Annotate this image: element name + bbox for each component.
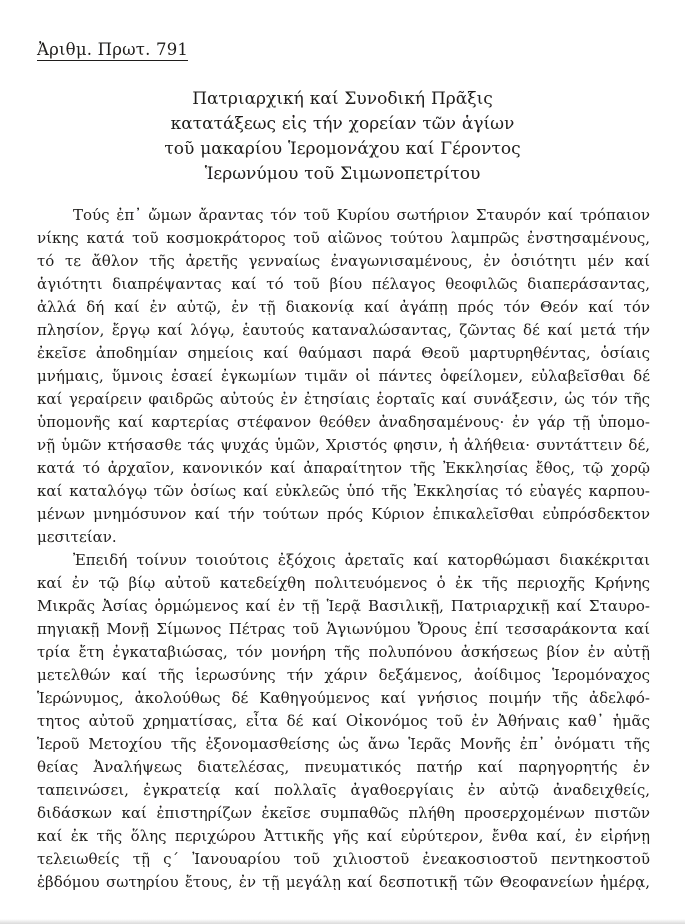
text-line: καί ἐκ τῆς ὅλης περιχώρου Ἀττικῆς γῆς καί εὐρύτερον, ἔνθα καί, ἐν εἰρήνῃ [37,827,650,845]
body-paragraph-2 [37,549,650,894]
text-line: ἁγιότητι διαπρέψαντας καί τό τοῦ βίου πέλαγος θεοφιλῶς διαπεράσαντας, [37,275,650,293]
text-line: ταπεινώσει, ἐγκρατείᾳ καί πολλαῖς ἀγαθοεργίαις ἐν αὐτῷ ἀναδειχθείς, [37,781,650,799]
text-line: Πατριαρχική καί Συνοδική Πρᾶξις [192,89,493,109]
text-line: καί γεραίρειν φαιδρῶς αὐτούς ἐν ἐτησίαις ἑορταῖς καί συνάξεσιν, ὡς τόν τῆς [37,390,650,408]
text-line: κατά τό ἀρχαῖον, κανονικόν καί ἀπαραίτητον τῆς Ἐκκλησίας ἔθος, τῷ χορῷ [37,459,650,477]
text-line: ἀλλά δή καί ἐν αὐτῷ, ἐν τῇ διακονίᾳ καί ἀγάπῃ πρός τόν Θεόν καί τόν [37,298,650,316]
document-title [0,87,685,187]
text-line: ἐκεῖσε ἀποδημίαν σημείοις καί θαύμασι παρά Θεοῦ μαρτυρηθέντας, ὁσίαις [37,344,650,362]
text-line: νίκης κατά τοῦ κοσμοκράτορος τοῦ αἰῶνος τούτου λαμπρῶς ἐνστησαμένους, [37,229,650,247]
text-line: Ἱεροῦ Μετοχίου τῆς ἐξονομασθείσης ὡς ἄνω Ἱερᾶς Μονῆς ἐπ᾽ ὀνόματι τῆς [37,735,650,753]
text-line: μετελθών καί τῆς ἱερωσύνης τήν χάριν δεξάμενος, ἀοίδιμος Ἱερομόναχος [37,666,650,684]
text-line: μεσιτείαν. [37,528,117,546]
text-line: ὑπομονῆς καί καρτερίας στέφανον θεόθεν ἀναδησαμένους· ἐν γάρ τῇ ὑπομο- [37,413,650,431]
text-line: μένων μνημόσυνον καί τήν τούτων πρός Κύριον ἐπικαλεῖσθαι εὐπρόσδεκτον [37,505,650,523]
text-line: διδάσκων καί ἐπιστηρίζων ἐκεῖσε συμπαθῶς πλήθη προσερχομένων πιστῶν [37,804,650,822]
text-line: νῇ ὑμῶν κτήσασθε τάς ψυχάς ὑμῶν, Χριστός φησιν, ἡ ἀλήθεια· συντάττειν δέ, [37,436,650,454]
body-paragraph-1 [37,204,650,549]
text-line: τητος αὐτοῦ χρηματίσας, εἶτα δέ καί Οἰκονόμος τοῦ ἐν Ἀθήναις καθ᾽ ἡμᾶς [37,712,650,730]
text-line: πλησίον, ἔργῳ καί λόγῳ, ἑαυτούς καταναλώσαντας, ζῶντας δέ καί μετά τήν [37,321,650,339]
text-line: πηγιακῇ Μονῇ Σίμωνος Πέτρας τοῦ Ἁγιωνύμου Ὄρους ἐπί τεσσαράκοντα καί [37,620,650,638]
text-line: μνήμαις, ὕμνοις ἐσαεί ἐγκωμίων τιμᾶν οἱ πάντες ὀφείλομεν, εὐλαβεῖσθαι δέ [37,367,650,385]
text-line: Ἱερώνυμος, ἀκολούθως δέ Καθηγούμενος καί γνήσιος ποιμήν τῆς ἀδελφό- [37,689,650,707]
text-line: Τούς ἐπ᾽ ὤμων ἄραντας τόν τοῦ Κυρίου σωτήριον Σταυρόν καί τρόπαιον [73,206,650,224]
text-line: τελειωθείς τῇ ς´ Ἰανουαρίου τοῦ χιλιοστοῦ ἐνεακοσιοστοῦ πεντηκοστοῦ [37,850,650,868]
text-line: θείας Ἀναλήψεως διατελέσας, πνευματικός πατήρ καί παρηγορητής ἐν [37,758,650,776]
text-line: Μικρᾶς Ἀσίας ὁρμώμενος καί ἐν τῇ Ἱερᾷ Βασιλικῇ, Πατριαρχικῇ καί Σταυρο- [37,597,650,615]
text-line: Ἱερωνύμου τοῦ Σιμωνοπετρίτου [204,164,481,184]
text-line: καί ἐν τῷ βίῳ αὐτοῦ κατεδείχθη πολιτευόμενος ὁ ἐκ τῆς περιοχῆς Κρήνης [37,574,650,592]
text-line: καί καταλόγῳ τῶν ὁσίως καί εὐκλεῶς ὑπό τῆς Ἐκκλησίας τό εὐαγές καρπου- [37,482,650,500]
text-line: ἑβδόμου σωτηρίου ἔτους, ἐν τῇ μεγάλῃ καί δεσποτικῇ τῶν Θεοφανείων ἡμέρᾳ, [37,873,650,891]
text-line: Ἐπειδή τοίνυν τοιούτοις ἐξόχοις ἀρεταῖς καί κατορθώμασι διακέκριται [73,551,650,569]
document-body [37,204,650,894]
text-line: τό τε ἄθλον τῆς ἀρετῆς γενναίως ἐναγωνισαμένους, ἐν ὁσιότητι μέν καί [37,252,650,270]
scan-edge-shadow [0,919,685,924]
text-line: τρία ἔτη ἐγκαταβιώσας, τόν μονήρη τῆς πολυπόνου ἀσκήσεως βίον ἐν αὐτῇ [37,643,650,661]
text-line: τοῦ μακαρίου Ἱερομονάχου καί Γέροντος [164,139,521,159]
text-line: κατατάξεως εἰς τήν χορείαν τῶν ἁγίων [170,114,515,134]
protocol-number: Ἀριθμ. Πρωτ. 791 [37,40,189,59]
